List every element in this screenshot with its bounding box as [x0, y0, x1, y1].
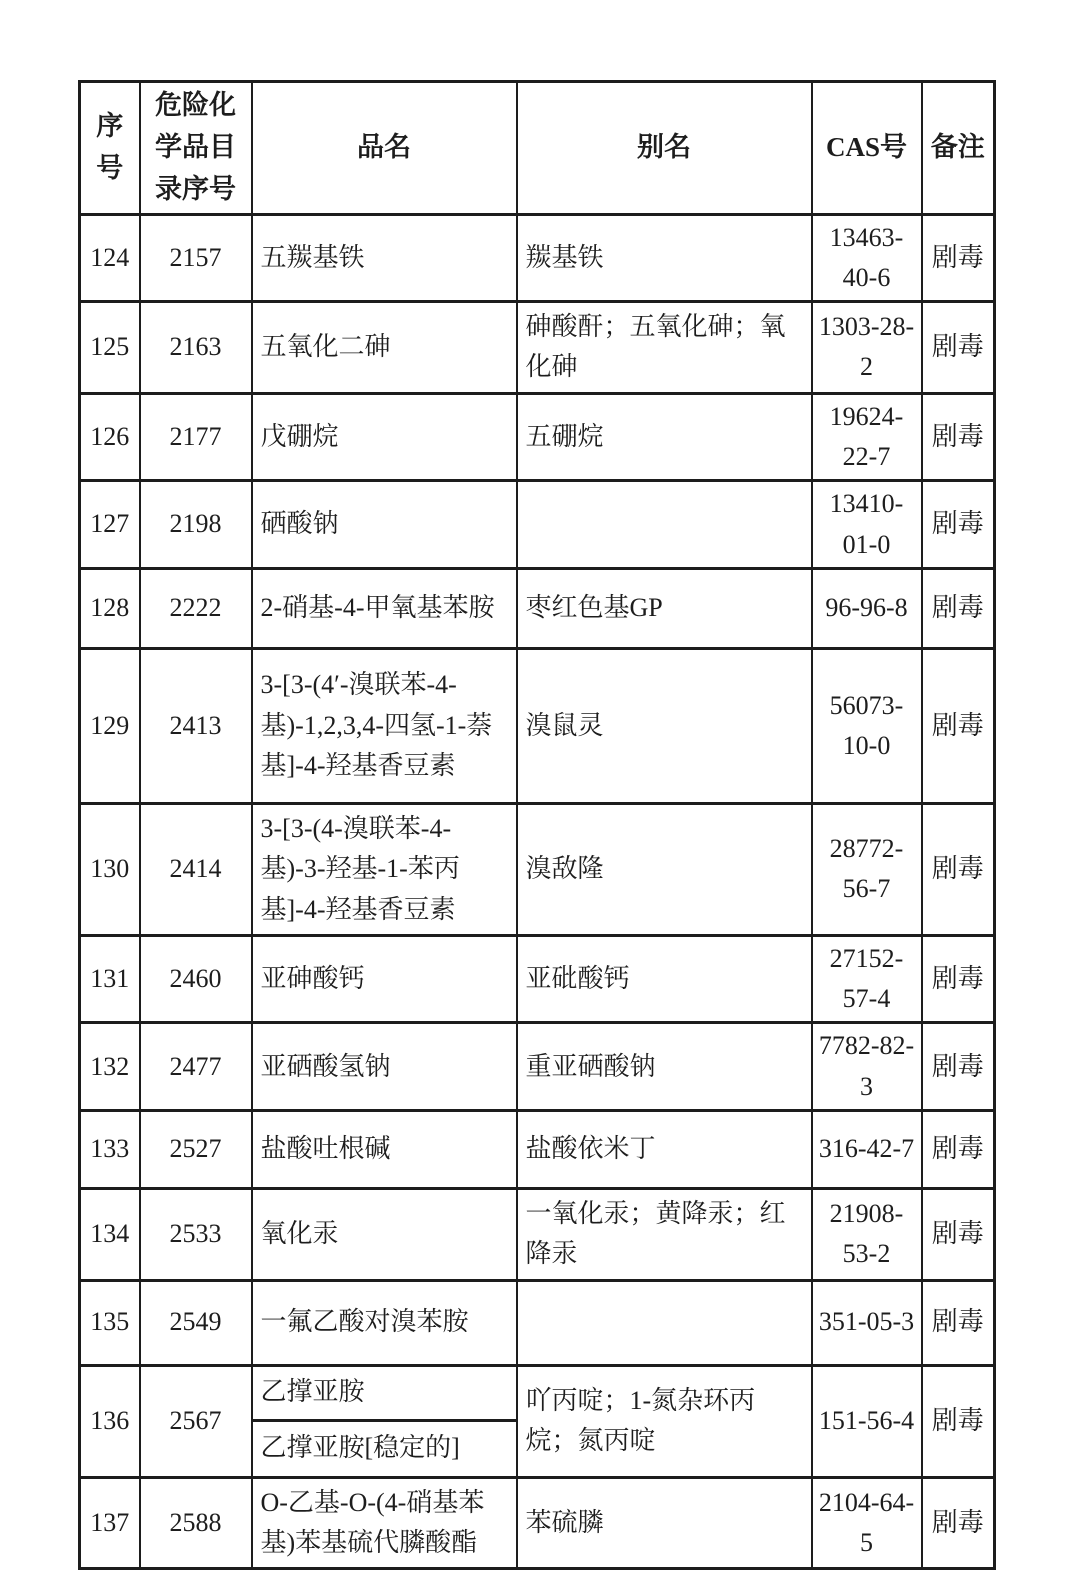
cell-alias: 吖丙啶；1-氮杂环丙烷；氮丙啶	[517, 1365, 812, 1477]
cell-cas: 13410-01-0	[812, 481, 922, 569]
cell-name: 一氟乙酸对溴苯胺	[252, 1280, 517, 1365]
table-row	[80, 648, 995, 803]
cell-no: 130	[80, 803, 140, 935]
cell-cas: 19624-22-7	[812, 393, 922, 481]
cell-no: 133	[80, 1110, 140, 1188]
cell-name: 盐酸吐根碱	[252, 1110, 517, 1188]
table-row	[80, 935, 995, 1023]
cell-catalog-no: 2177	[140, 393, 252, 481]
cell-no: 132	[80, 1023, 140, 1111]
cell-name: 五氧化二砷	[252, 302, 517, 394]
cell-note: 剧毒	[922, 935, 995, 1023]
cell-cas: 27152-57-4	[812, 935, 922, 1023]
cell-alias	[517, 1280, 812, 1365]
cell-no: 137	[80, 1477, 140, 1569]
cell-no: 128	[80, 568, 140, 648]
cell-name: 乙撑亚胺	[252, 1365, 517, 1420]
cell-no: 136	[80, 1365, 140, 1477]
cell-catalog-no: 2533	[140, 1188, 252, 1280]
cell-cas: 7782-82-3	[812, 1023, 922, 1111]
col-header-name: 品名	[252, 82, 517, 215]
cell-name: 硒酸钠	[252, 481, 517, 569]
cell-catalog-no: 2477	[140, 1023, 252, 1111]
cell-cas: 151-56-4	[812, 1365, 922, 1477]
table-row	[80, 481, 995, 569]
col-header-note: 备注	[922, 82, 995, 215]
cell-catalog-no: 2414	[140, 803, 252, 935]
cell-alias: 亚砒酸钙	[517, 935, 812, 1023]
col-header-alias: 别名	[517, 82, 812, 215]
table-header-row	[80, 82, 995, 215]
cell-no: 127	[80, 481, 140, 569]
cell-note: 剧毒	[922, 393, 995, 481]
table-row	[80, 568, 995, 648]
cell-name: 3-[3-(4-溴联苯-4-基)-3-羟基-1-苯丙基]-4-羟基香豆素	[252, 803, 517, 935]
cell-alias: 羰基铁	[517, 214, 812, 302]
table-row	[80, 1477, 995, 1569]
cell-catalog-no: 2527	[140, 1110, 252, 1188]
hazardous-chemicals-table	[78, 80, 996, 1570]
cell-catalog-no: 2588	[140, 1477, 252, 1569]
cell-note: 剧毒	[922, 481, 995, 569]
cell-note: 剧毒	[922, 1188, 995, 1280]
cell-catalog-no: 2157	[140, 214, 252, 302]
cell-catalog-no: 2163	[140, 302, 252, 394]
cell-no: 126	[80, 393, 140, 481]
table-row	[80, 1023, 995, 1111]
table-row	[80, 1365, 995, 1420]
cell-no: 125	[80, 302, 140, 394]
cell-name: O-乙基-O-(4-硝基苯基)苯基硫代膦酸酯	[252, 1477, 517, 1569]
cell-name: 亚砷酸钙	[252, 935, 517, 1023]
cell-name: 氧化汞	[252, 1188, 517, 1280]
col-header-no: 序号	[80, 82, 140, 215]
cell-alias: 重亚硒酸钠	[517, 1023, 812, 1111]
col-header-catalog-no: 危险化学品目录序号	[140, 82, 252, 215]
cell-name: 五羰基铁	[252, 214, 517, 302]
cell-note: 剧毒	[922, 214, 995, 302]
cell-no: 131	[80, 935, 140, 1023]
cell-catalog-no: 2567	[140, 1365, 252, 1477]
cell-cas: 2104-64-5	[812, 1477, 922, 1569]
cell-cas: 351-05-3	[812, 1280, 922, 1365]
cell-cas: 96-96-8	[812, 568, 922, 648]
cell-cas: 316-42-7	[812, 1110, 922, 1188]
cell-note: 剧毒	[922, 648, 995, 803]
cell-note: 剧毒	[922, 1280, 995, 1365]
cell-alias: 枣红色基GP	[517, 568, 812, 648]
cell-alias: 溴敌隆	[517, 803, 812, 935]
table-row	[80, 1280, 995, 1365]
cell-no: 124	[80, 214, 140, 302]
cell-alias: 苯硫膦	[517, 1477, 812, 1569]
cell-name: 亚硒酸氢钠	[252, 1023, 517, 1111]
cell-catalog-no: 2460	[140, 935, 252, 1023]
cell-note: 剧毒	[922, 568, 995, 648]
cell-alias: 盐酸依米丁	[517, 1110, 812, 1188]
cell-note: 剧毒	[922, 1023, 995, 1111]
cell-alias: 五硼烷	[517, 393, 812, 481]
cell-name: 戊硼烷	[252, 393, 517, 481]
cell-alias: 砷酸酐；五氧化砷；氧化砷	[517, 302, 812, 394]
cell-alias: 一氧化汞；黄降汞；红降汞	[517, 1188, 812, 1280]
cell-cas: 56073-10-0	[812, 648, 922, 803]
cell-name: 3-[3-(4′-溴联苯-4-基)-1,2,3,4-四氢-1-萘基]-4-羟基香豆素	[252, 648, 517, 803]
cell-alias	[517, 481, 812, 569]
cell-cas: 28772-56-7	[812, 803, 922, 935]
cell-note: 剧毒	[922, 1365, 995, 1477]
cell-note: 剧毒	[922, 302, 995, 394]
cell-alias: 溴鼠灵	[517, 648, 812, 803]
cell-catalog-no: 2222	[140, 568, 252, 648]
cell-note: 剧毒	[922, 1110, 995, 1188]
cell-name-variant: 乙撑亚胺[稳定的]	[252, 1420, 517, 1477]
cell-note: 剧毒	[922, 803, 995, 935]
table-row	[80, 393, 995, 481]
cell-note: 剧毒	[922, 1477, 995, 1569]
col-header-cas: CAS号	[812, 82, 922, 215]
table-row	[80, 1110, 995, 1188]
cell-cas: 1303-28-2	[812, 302, 922, 394]
cell-no: 129	[80, 648, 140, 803]
cell-cas: 21908-53-2	[812, 1188, 922, 1280]
cell-catalog-no: 2198	[140, 481, 252, 569]
table-row	[80, 803, 995, 935]
cell-name: 2-硝基-4-甲氧基苯胺	[252, 568, 517, 648]
cell-catalog-no: 2413	[140, 648, 252, 803]
cell-catalog-no: 2549	[140, 1280, 252, 1365]
table-row	[80, 214, 995, 302]
table-row	[80, 302, 995, 394]
cell-cas: 13463-40-6	[812, 214, 922, 302]
cell-no: 134	[80, 1188, 140, 1280]
table-row	[80, 1188, 995, 1280]
cell-no: 135	[80, 1280, 140, 1365]
